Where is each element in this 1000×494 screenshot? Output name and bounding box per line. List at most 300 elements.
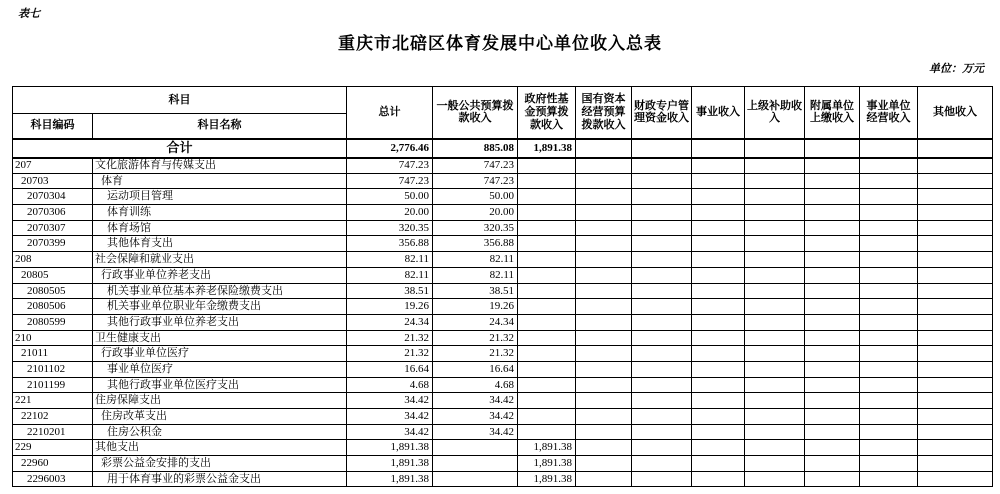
value-cell bbox=[918, 189, 993, 205]
value-cell bbox=[518, 283, 576, 299]
value-cell bbox=[860, 361, 918, 377]
value-cell bbox=[576, 424, 632, 440]
table-row bbox=[13, 330, 993, 346]
value-cell bbox=[860, 440, 918, 456]
value-cell bbox=[632, 236, 692, 252]
value-cell bbox=[805, 299, 860, 315]
subject-name-cell: 住房公积金 bbox=[93, 424, 347, 440]
value-cell bbox=[576, 456, 632, 472]
value-cell: 82.11 bbox=[347, 252, 433, 268]
value-cell bbox=[576, 267, 632, 283]
header-subject-name: 科目名称 bbox=[93, 114, 347, 139]
value-cell bbox=[860, 220, 918, 236]
value-cell: 21.32 bbox=[433, 330, 518, 346]
subject-code-cell: 208 bbox=[13, 252, 93, 268]
value-cell bbox=[805, 424, 860, 440]
value-cell bbox=[745, 346, 805, 362]
value-cell bbox=[692, 346, 745, 362]
value-cell bbox=[576, 220, 632, 236]
value-cell bbox=[632, 283, 692, 299]
value-cell bbox=[805, 314, 860, 330]
table-row bbox=[13, 440, 993, 456]
subject-name-cell: 彩票公益金安排的支出 bbox=[93, 456, 347, 472]
total-value-cell bbox=[576, 139, 632, 158]
value-cell bbox=[576, 158, 632, 174]
subject-code-cell: 210 bbox=[13, 330, 93, 346]
value-cell bbox=[632, 173, 692, 189]
value-cell bbox=[692, 283, 745, 299]
value-cell bbox=[860, 236, 918, 252]
value-cell: 34.42 bbox=[347, 409, 433, 425]
header-subject-code: 科目编码 bbox=[13, 114, 93, 139]
value-cell bbox=[632, 330, 692, 346]
total-value-cell bbox=[805, 139, 860, 158]
value-cell bbox=[692, 299, 745, 315]
value-cell bbox=[745, 220, 805, 236]
value-cell bbox=[918, 346, 993, 362]
value-cell bbox=[918, 456, 993, 472]
value-cell bbox=[860, 314, 918, 330]
subject-name-cell: 用于体育事业的彩票公益金支出 bbox=[93, 471, 347, 487]
value-cell bbox=[692, 393, 745, 409]
table-row bbox=[13, 393, 993, 409]
total-value-cell bbox=[745, 139, 805, 158]
value-cell bbox=[745, 283, 805, 299]
value-cell bbox=[745, 409, 805, 425]
value-cell bbox=[745, 440, 805, 456]
subject-code-cell: 20805 bbox=[13, 267, 93, 283]
value-cell bbox=[433, 456, 518, 472]
value-cell bbox=[518, 158, 576, 174]
value-cell: 34.42 bbox=[347, 424, 433, 440]
value-cell bbox=[692, 252, 745, 268]
header-col-institution-income: 事业收入 bbox=[692, 87, 745, 139]
value-cell bbox=[518, 173, 576, 189]
value-cell bbox=[918, 377, 993, 393]
value-cell bbox=[860, 252, 918, 268]
table-row bbox=[13, 283, 993, 299]
subject-code-cell: 2070399 bbox=[13, 236, 93, 252]
value-cell bbox=[576, 409, 632, 425]
value-cell bbox=[692, 314, 745, 330]
header-subject: 科目 bbox=[13, 87, 347, 114]
value-cell bbox=[518, 189, 576, 205]
value-cell bbox=[860, 158, 918, 174]
value-cell bbox=[745, 189, 805, 205]
header-col-subordinate-remit: 附属单位上缴收入 bbox=[805, 87, 860, 139]
value-cell bbox=[745, 158, 805, 174]
table-row bbox=[13, 456, 993, 472]
value-cell bbox=[805, 220, 860, 236]
value-cell: 21.32 bbox=[347, 346, 433, 362]
value-cell bbox=[692, 377, 745, 393]
table-row bbox=[13, 424, 993, 440]
subject-code-cell: 2080505 bbox=[13, 283, 93, 299]
value-cell bbox=[632, 189, 692, 205]
subject-name-cell: 其他行政事业单位医疗支出 bbox=[93, 377, 347, 393]
subject-code-cell: 2070306 bbox=[13, 205, 93, 221]
header-col-fiscal-account: 财政专户管理资金收入 bbox=[632, 87, 692, 139]
value-cell: 1,891.38 bbox=[518, 471, 576, 487]
value-cell bbox=[860, 424, 918, 440]
value-cell bbox=[632, 456, 692, 472]
value-cell bbox=[860, 189, 918, 205]
total-value-cell bbox=[632, 139, 692, 158]
value-cell: 34.42 bbox=[433, 409, 518, 425]
header-col-operating-income: 事业单位经营收入 bbox=[860, 87, 918, 139]
value-cell bbox=[692, 205, 745, 221]
value-cell bbox=[632, 158, 692, 174]
value-cell bbox=[576, 189, 632, 205]
value-cell bbox=[745, 267, 805, 283]
value-cell bbox=[860, 330, 918, 346]
header-col-total: 总计 bbox=[347, 87, 433, 139]
value-cell bbox=[692, 173, 745, 189]
value-cell bbox=[576, 393, 632, 409]
value-cell bbox=[632, 220, 692, 236]
value-cell bbox=[692, 409, 745, 425]
value-cell bbox=[692, 440, 745, 456]
value-cell: 24.34 bbox=[347, 314, 433, 330]
subject-code-cell: 2080599 bbox=[13, 314, 93, 330]
value-cell bbox=[692, 220, 745, 236]
value-cell: 34.42 bbox=[433, 393, 518, 409]
value-cell: 21.32 bbox=[347, 330, 433, 346]
value-cell bbox=[860, 456, 918, 472]
subject-code-cell: 21011 bbox=[13, 346, 93, 362]
value-cell bbox=[918, 393, 993, 409]
subject-code-cell: 229 bbox=[13, 440, 93, 456]
subject-name-cell: 卫生健康支出 bbox=[93, 330, 347, 346]
value-cell bbox=[632, 299, 692, 315]
value-cell: 50.00 bbox=[347, 189, 433, 205]
value-cell bbox=[918, 330, 993, 346]
value-cell: 1,891.38 bbox=[518, 440, 576, 456]
value-cell bbox=[518, 299, 576, 315]
value-cell: 82.11 bbox=[347, 267, 433, 283]
value-cell bbox=[518, 346, 576, 362]
subject-name-cell: 机关事业单位职业年金缴费支出 bbox=[93, 299, 347, 315]
header-col-gov-fund: 政府性基金预算拨款收入 bbox=[518, 87, 576, 139]
value-cell bbox=[576, 440, 632, 456]
value-cell bbox=[632, 314, 692, 330]
total-value-cell bbox=[860, 139, 918, 158]
value-cell: 320.35 bbox=[347, 220, 433, 236]
value-cell bbox=[805, 377, 860, 393]
value-cell: 16.64 bbox=[347, 361, 433, 377]
value-cell bbox=[860, 409, 918, 425]
value-cell bbox=[918, 440, 993, 456]
value-cell bbox=[918, 409, 993, 425]
income-summary-table bbox=[12, 86, 993, 487]
value-cell bbox=[805, 393, 860, 409]
header-row-1 bbox=[13, 87, 993, 114]
subject-name-cell: 社会保障和就业支出 bbox=[93, 252, 347, 268]
value-cell bbox=[805, 283, 860, 299]
subject-name-cell: 运动项目管理 bbox=[93, 189, 347, 205]
table-row bbox=[13, 252, 993, 268]
value-cell bbox=[860, 346, 918, 362]
value-cell bbox=[745, 252, 805, 268]
table-row bbox=[13, 409, 993, 425]
value-cell bbox=[576, 330, 632, 346]
table-row bbox=[13, 236, 993, 252]
value-cell bbox=[692, 456, 745, 472]
value-cell bbox=[918, 236, 993, 252]
value-cell bbox=[805, 252, 860, 268]
value-cell bbox=[692, 267, 745, 283]
value-cell bbox=[632, 252, 692, 268]
value-cell bbox=[692, 471, 745, 487]
value-cell bbox=[433, 471, 518, 487]
subject-name-cell: 体育训练 bbox=[93, 205, 347, 221]
subject-code-cell: 2070307 bbox=[13, 220, 93, 236]
subject-name-cell: 其他行政事业单位养老支出 bbox=[93, 314, 347, 330]
subject-name-cell: 机关事业单位基本养老保险缴费支出 bbox=[93, 283, 347, 299]
value-cell bbox=[745, 424, 805, 440]
value-cell bbox=[745, 314, 805, 330]
table-row bbox=[13, 299, 993, 315]
table-row bbox=[13, 158, 993, 174]
value-cell bbox=[860, 393, 918, 409]
value-cell: 34.42 bbox=[347, 393, 433, 409]
value-cell bbox=[918, 361, 993, 377]
subject-name-cell: 住房保障支出 bbox=[93, 393, 347, 409]
subject-code-cell: 22102 bbox=[13, 409, 93, 425]
value-cell bbox=[518, 361, 576, 377]
value-cell: 38.51 bbox=[347, 283, 433, 299]
table-row bbox=[13, 173, 993, 189]
value-cell bbox=[805, 361, 860, 377]
value-cell bbox=[805, 267, 860, 283]
value-cell bbox=[918, 471, 993, 487]
value-cell bbox=[918, 283, 993, 299]
value-cell bbox=[632, 393, 692, 409]
table-row bbox=[13, 377, 993, 393]
value-cell bbox=[805, 189, 860, 205]
value-cell bbox=[518, 393, 576, 409]
value-cell: 747.23 bbox=[433, 173, 518, 189]
value-cell: 356.88 bbox=[433, 236, 518, 252]
value-cell bbox=[518, 330, 576, 346]
value-cell bbox=[576, 377, 632, 393]
table-row bbox=[13, 205, 993, 221]
value-cell bbox=[745, 456, 805, 472]
table-row bbox=[13, 361, 993, 377]
value-cell bbox=[805, 440, 860, 456]
value-cell: 20.00 bbox=[433, 205, 518, 221]
table-row bbox=[13, 471, 993, 487]
table-header bbox=[13, 87, 993, 139]
total-value-cell: 1,891.38 bbox=[518, 139, 576, 158]
value-cell bbox=[805, 205, 860, 221]
total-value-cell bbox=[692, 139, 745, 158]
value-cell bbox=[918, 252, 993, 268]
value-cell bbox=[805, 173, 860, 189]
value-cell bbox=[576, 283, 632, 299]
value-cell bbox=[805, 346, 860, 362]
value-cell bbox=[745, 173, 805, 189]
value-cell bbox=[576, 173, 632, 189]
value-cell bbox=[918, 424, 993, 440]
value-cell bbox=[860, 299, 918, 315]
value-cell: 4.68 bbox=[433, 377, 518, 393]
value-cell bbox=[632, 361, 692, 377]
value-cell: 38.51 bbox=[433, 283, 518, 299]
subject-name-cell: 事业单位医疗 bbox=[93, 361, 347, 377]
value-cell bbox=[692, 158, 745, 174]
value-cell: 356.88 bbox=[347, 236, 433, 252]
value-cell bbox=[918, 205, 993, 221]
table-number-label: 表七 bbox=[18, 8, 40, 20]
value-cell bbox=[576, 252, 632, 268]
value-cell bbox=[692, 189, 745, 205]
value-cell bbox=[632, 267, 692, 283]
value-cell bbox=[576, 361, 632, 377]
value-cell: 19.26 bbox=[347, 299, 433, 315]
value-cell bbox=[518, 377, 576, 393]
subject-code-cell: 2101102 bbox=[13, 361, 93, 377]
value-cell bbox=[745, 361, 805, 377]
table-row bbox=[13, 220, 993, 236]
value-cell bbox=[860, 267, 918, 283]
value-cell bbox=[918, 314, 993, 330]
subject-code-cell: 2210201 bbox=[13, 424, 93, 440]
total-value-cell: 2,776.46 bbox=[347, 139, 433, 158]
value-cell bbox=[632, 440, 692, 456]
subject-code-cell: 221 bbox=[13, 393, 93, 409]
value-cell bbox=[576, 299, 632, 315]
value-cell bbox=[576, 471, 632, 487]
value-cell bbox=[918, 299, 993, 315]
value-cell bbox=[692, 236, 745, 252]
value-cell bbox=[632, 424, 692, 440]
header-col-superior-subsidy: 上级补助收入 bbox=[745, 87, 805, 139]
header-col-state-capital: 国有资本经营预算拨款收入 bbox=[576, 87, 632, 139]
value-cell bbox=[518, 409, 576, 425]
value-cell bbox=[745, 236, 805, 252]
value-cell bbox=[745, 299, 805, 315]
value-cell bbox=[860, 283, 918, 299]
subject-name-cell: 行政事业单位养老支出 bbox=[93, 267, 347, 283]
value-cell bbox=[518, 424, 576, 440]
value-cell: 21.32 bbox=[433, 346, 518, 362]
value-cell: 34.42 bbox=[433, 424, 518, 440]
value-cell: 747.23 bbox=[347, 173, 433, 189]
subject-name-cell: 住房改革支出 bbox=[93, 409, 347, 425]
value-cell: 50.00 bbox=[433, 189, 518, 205]
subject-name-cell: 其他体育支出 bbox=[93, 236, 347, 252]
value-cell: 1,891.38 bbox=[347, 471, 433, 487]
table-body bbox=[13, 139, 993, 487]
subject-name-cell: 其他支出 bbox=[93, 440, 347, 456]
subject-code-cell: 22960 bbox=[13, 456, 93, 472]
value-cell bbox=[518, 236, 576, 252]
total-value-cell: 885.08 bbox=[433, 139, 518, 158]
value-cell: 20.00 bbox=[347, 205, 433, 221]
value-cell bbox=[692, 424, 745, 440]
value-cell bbox=[860, 173, 918, 189]
table-row bbox=[13, 346, 993, 362]
value-cell bbox=[632, 471, 692, 487]
page-title: 重庆市北碚区体育发展中心单位收入总表 bbox=[338, 34, 662, 53]
value-cell bbox=[860, 471, 918, 487]
value-cell bbox=[805, 236, 860, 252]
subject-name-cell: 体育场馆 bbox=[93, 220, 347, 236]
subject-code-cell: 2296003 bbox=[13, 471, 93, 487]
value-cell bbox=[632, 346, 692, 362]
value-cell bbox=[576, 205, 632, 221]
value-cell bbox=[692, 361, 745, 377]
value-cell bbox=[518, 267, 576, 283]
value-cell bbox=[918, 158, 993, 174]
subject-code-cell: 2101199 bbox=[13, 377, 93, 393]
value-cell bbox=[860, 377, 918, 393]
value-cell bbox=[805, 158, 860, 174]
header-col-other-income: 其他收入 bbox=[918, 87, 993, 139]
value-cell bbox=[918, 173, 993, 189]
table-row bbox=[13, 267, 993, 283]
value-cell bbox=[576, 236, 632, 252]
value-cell: 82.11 bbox=[433, 252, 518, 268]
value-cell bbox=[576, 314, 632, 330]
value-cell: 1,891.38 bbox=[518, 456, 576, 472]
value-cell bbox=[745, 393, 805, 409]
value-cell: 747.23 bbox=[433, 158, 518, 174]
total-label-cell: 合计 bbox=[13, 139, 347, 158]
value-cell bbox=[632, 409, 692, 425]
subject-code-cell: 2070304 bbox=[13, 189, 93, 205]
table-row bbox=[13, 314, 993, 330]
value-cell: 19.26 bbox=[433, 299, 518, 315]
value-cell bbox=[918, 220, 993, 236]
value-cell: 747.23 bbox=[347, 158, 433, 174]
value-cell bbox=[632, 205, 692, 221]
value-cell bbox=[518, 205, 576, 221]
value-cell bbox=[805, 409, 860, 425]
value-cell: 16.64 bbox=[433, 361, 518, 377]
value-cell: 82.11 bbox=[433, 267, 518, 283]
value-cell bbox=[805, 330, 860, 346]
value-cell bbox=[632, 377, 692, 393]
value-cell bbox=[745, 330, 805, 346]
value-cell: 1,891.38 bbox=[347, 456, 433, 472]
value-cell: 1,891.38 bbox=[347, 440, 433, 456]
value-cell: 320.35 bbox=[433, 220, 518, 236]
value-cell bbox=[518, 314, 576, 330]
value-cell bbox=[433, 440, 518, 456]
value-cell bbox=[805, 456, 860, 472]
table-row bbox=[13, 189, 993, 205]
value-cell bbox=[518, 220, 576, 236]
value-cell bbox=[518, 252, 576, 268]
subject-code-cell: 20703 bbox=[13, 173, 93, 189]
value-cell bbox=[745, 471, 805, 487]
value-cell bbox=[576, 346, 632, 362]
total-row bbox=[13, 139, 993, 158]
value-cell bbox=[860, 205, 918, 221]
header-col-general-budget: 一般公共预算拨款收入 bbox=[433, 87, 518, 139]
subject-name-cell: 文化旅游体育与传媒支出 bbox=[93, 158, 347, 174]
value-cell bbox=[918, 267, 993, 283]
unit-note: 单位：万元 bbox=[929, 63, 984, 75]
total-value-cell bbox=[918, 139, 993, 158]
value-cell: 24.34 bbox=[433, 314, 518, 330]
subject-code-cell: 207 bbox=[13, 158, 93, 174]
value-cell: 4.68 bbox=[347, 377, 433, 393]
value-cell bbox=[805, 471, 860, 487]
subject-code-cell: 2080506 bbox=[13, 299, 93, 315]
